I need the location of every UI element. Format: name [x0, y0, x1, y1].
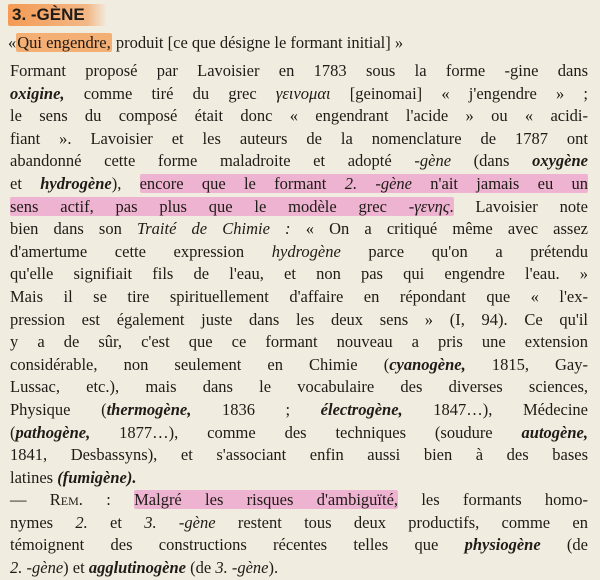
gloss-rest: produit [ce que désigne le formant initial] » [111, 33, 404, 52]
line-text: 1836 ; [191, 399, 321, 419]
body-line [10, 534, 588, 557]
term-hydrogene: hydrogène [40, 173, 112, 193]
body-line [10, 128, 588, 151]
body-line [10, 218, 588, 241]
line-text: parce qu'on a prétendu [340, 241, 588, 261]
line-text: Lussac, etc.), mais dans le vocabulaire des diverses sciences, [10, 377, 588, 397]
line-text: abandonné cette forme maladroite et adopté [10, 151, 415, 171]
body-line [10, 196, 588, 219]
term-fumigene: (fumigène). [57, 467, 137, 487]
body-line [10, 150, 588, 173]
gloss-open-quote: « [8, 33, 17, 52]
pink-highlight [140, 174, 588, 193]
line-text: sens actif, pas plus que le modèle grec - [10, 196, 415, 216]
line-text: 1815, Gay- [465, 354, 588, 374]
body-line [10, 467, 588, 490]
pink-highlight: Malgré les risques d'ambiguïté, [134, 490, 399, 510]
line-text: 1847…), Médecine [402, 399, 588, 419]
term-oxygene: oxygène [532, 151, 588, 171]
line-text: encore que le formant [139, 173, 345, 193]
line-text: ( [10, 422, 16, 442]
body-line [10, 331, 588, 354]
entry-heading: 3. -GÈNE [8, 4, 107, 26]
line-text: pression est également juste dans les deux sens » (I, 94). Ce qu'il [10, 309, 588, 329]
body-line [10, 286, 588, 309]
line-text: et [10, 173, 41, 193]
term-gene: -gène [414, 151, 452, 171]
term-agglutinogene: agglutinogène [88, 558, 186, 578]
line-text: comme tiré du grec [64, 83, 276, 103]
line-text: (de [186, 558, 216, 578]
body-line [10, 241, 588, 264]
body-line [10, 512, 588, 535]
body-line [10, 444, 588, 467]
greek-word: γεινομαι [275, 83, 331, 103]
line-text: ), [111, 173, 140, 193]
body-line [10, 354, 588, 377]
body-line [10, 376, 588, 399]
term-3-gene: 3. -gène [144, 512, 216, 532]
line-text: ). [268, 558, 279, 578]
line-text: « On a critiqué même avec assez [290, 219, 588, 239]
line-text: restent tous deux productifs, comme en [215, 512, 588, 532]
term-2-gene: 2. -gène [10, 558, 64, 578]
line-text: y a de sûr, c'est que ce formant nouveau a pris une extension [10, 332, 588, 352]
line-text: (dans [451, 151, 533, 171]
line-text: (de [540, 535, 588, 555]
body-line [10, 399, 588, 422]
body-line [10, 489, 588, 512]
term-2: 2. [75, 512, 88, 532]
term-hydrogene: hydrogène [271, 241, 341, 261]
body-line [10, 83, 588, 106]
line-text: 1877…), comme des techniques (soudure [90, 422, 522, 442]
line-text: latines [10, 467, 58, 487]
line-text: bien dans son [10, 219, 137, 239]
term-autogene: autogène, [521, 422, 588, 442]
line-text: les formants homo- [398, 490, 588, 510]
term-electrogene: électrogène, [320, 399, 403, 419]
term-thermogene: thermogène, [106, 399, 192, 419]
line-text: Mais il se tire spirituellement d'affaire en répondant que « l'ex- [10, 286, 588, 306]
body-line [10, 173, 588, 196]
line-text: n'ait jamais eu un [412, 173, 588, 193]
line-text: le sens du composé était donc « engendrant l'acide » ou « acidi- [10, 106, 588, 126]
term-oxigine: oxigine, [10, 83, 65, 103]
line-text: et [87, 512, 145, 532]
line-text: 1841, Desbassyns), et s'associant enfin aussi bien à des bases [10, 445, 588, 465]
body-line [10, 309, 588, 332]
line-text: Physique ( [10, 399, 107, 419]
gloss-highlight: Qui engendre, [17, 33, 111, 52]
line-text: : [82, 490, 135, 510]
line-text: Lavoisier note [453, 196, 588, 216]
entry-body [10, 60, 588, 580]
body-line [10, 263, 588, 286]
greek-word: γενης [414, 196, 450, 216]
term-pathogene: pathogène, [15, 422, 91, 442]
term-physiogene: physiogène [464, 535, 541, 555]
body-line [10, 557, 588, 580]
line-text: fiant ». Lavoisier et les auteurs de la nomenclature de 1787 ont [10, 128, 588, 148]
line-text: — [10, 490, 50, 510]
line-text: témoignent des constructions récentes telles que [10, 535, 465, 555]
line-text: qu'elle signifiait fils de l'eau, et non pas qui engendre l'eau. » [10, 264, 588, 284]
line-text: d'amertume cette expression [10, 241, 272, 261]
term-cyanogene: cyanogène, [389, 354, 466, 374]
line-text: nymes [10, 512, 76, 532]
line-text: considérable, non seulement en Chimie ( [10, 354, 390, 374]
line-text: [geinomai] « j'engendre » ; [330, 83, 588, 103]
line-text: ) et [63, 558, 89, 578]
term-3-gene: 3. -gène [215, 558, 269, 578]
entry-gloss [8, 32, 588, 54]
body-line [10, 422, 588, 445]
line-text: Formant proposé par Lavoisier en 1783 sous la forme -gine dans [10, 61, 588, 80]
line-text: . [449, 196, 454, 216]
pink-highlight [10, 197, 454, 216]
body-line [10, 60, 588, 83]
body-line [10, 105, 588, 128]
remark-label: Rem. [49, 490, 83, 510]
book-title: Traité de Chimie : [136, 219, 291, 239]
term-2-gene: 2. -gène [344, 173, 412, 193]
